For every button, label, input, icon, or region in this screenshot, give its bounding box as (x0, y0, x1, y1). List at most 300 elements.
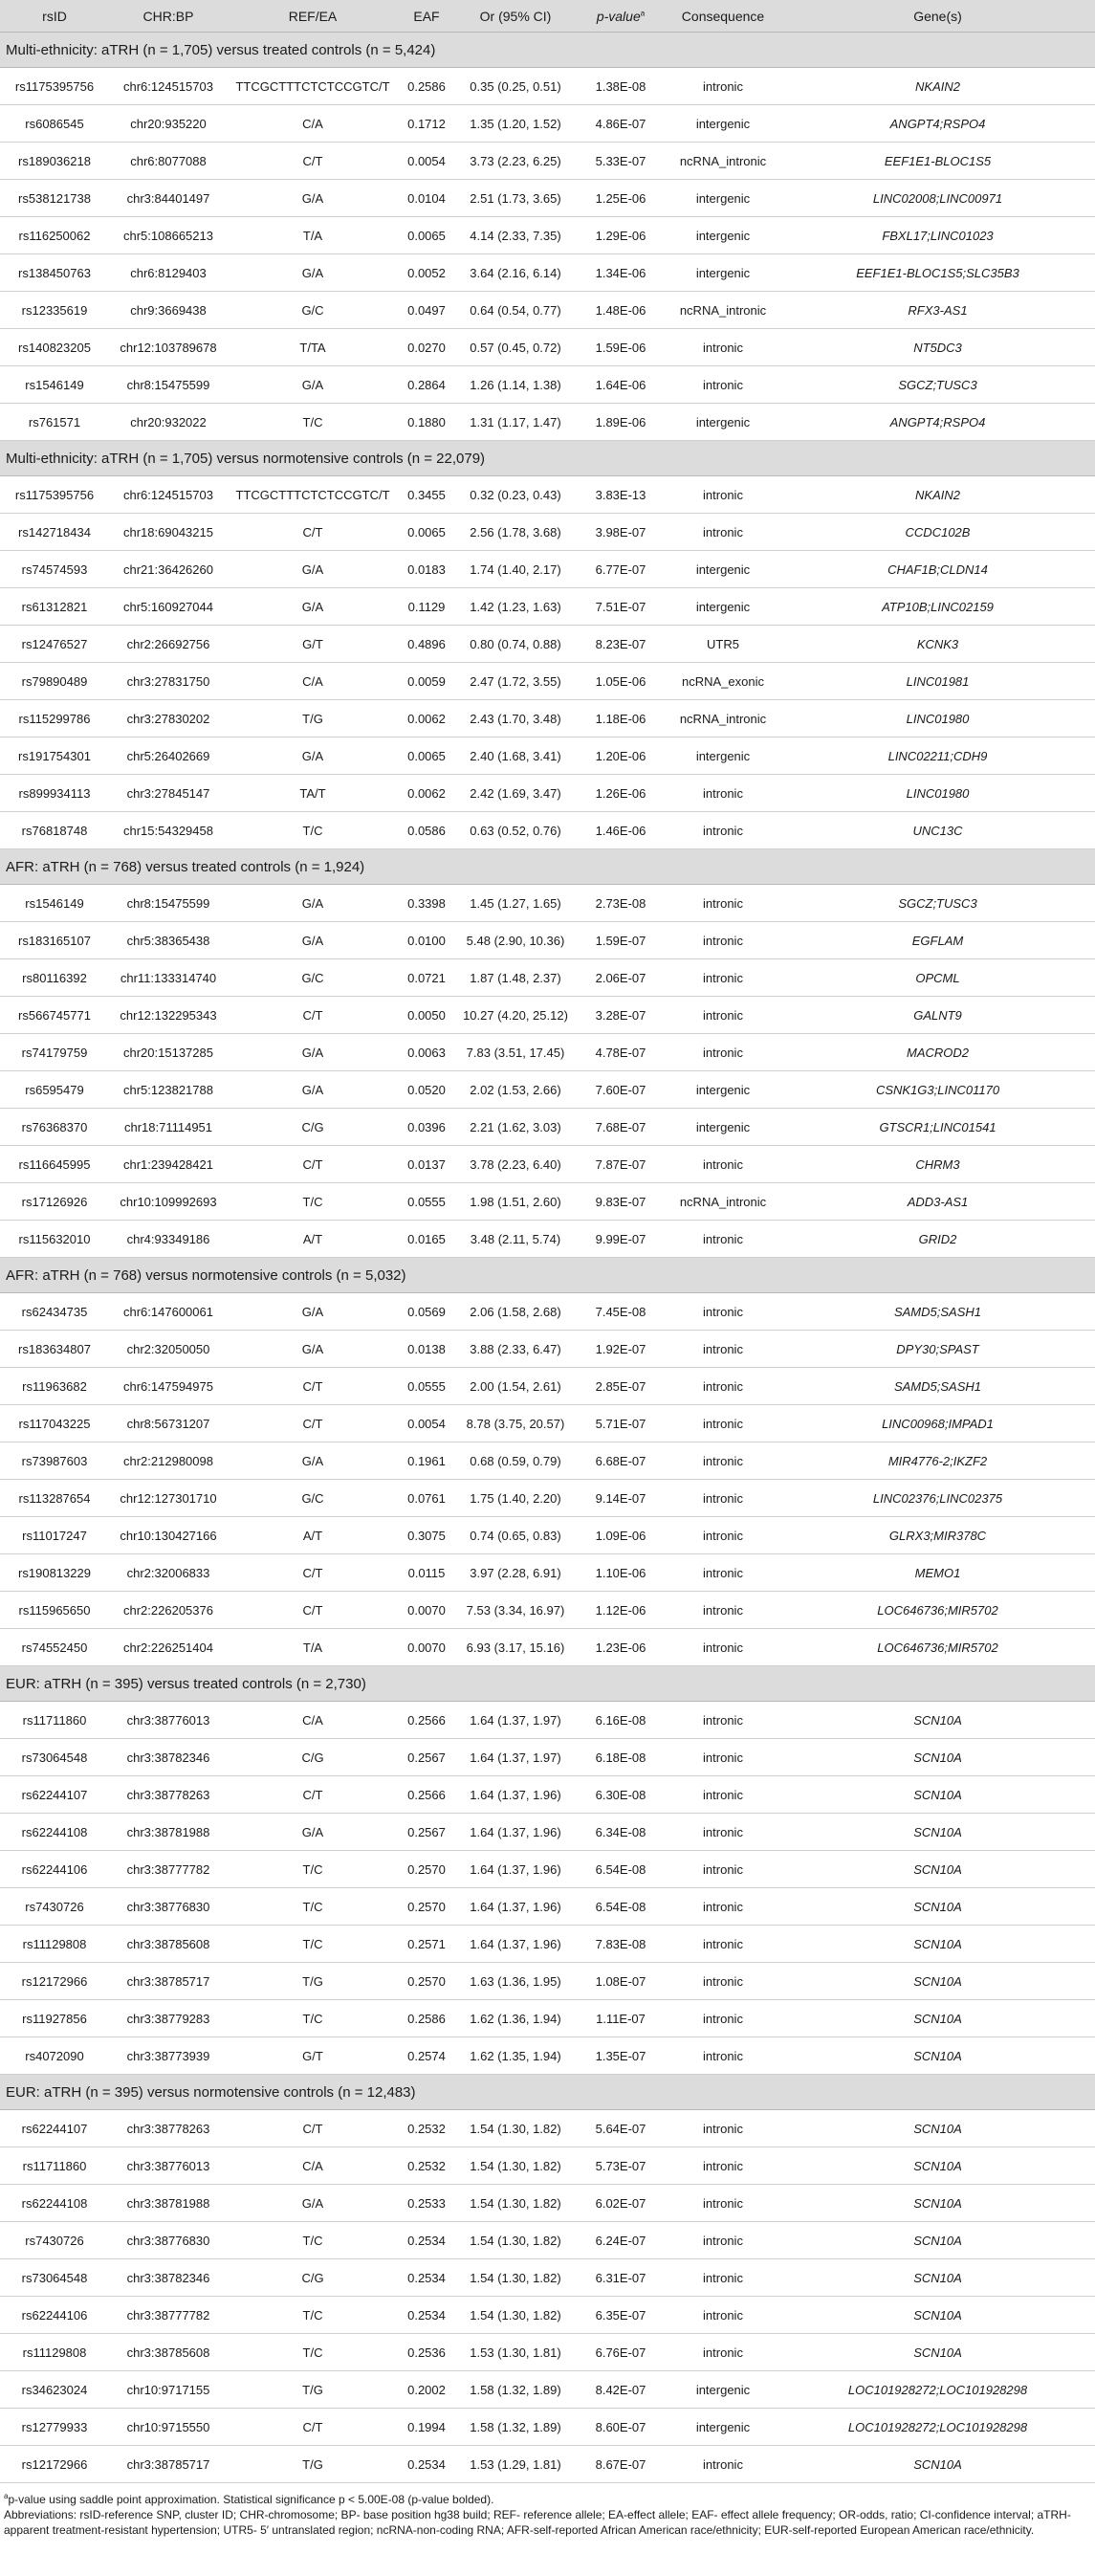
consequence-cell: intronic (666, 1034, 780, 1071)
section-title: EUR: aTRH (n = 395) versus treated controls (n = 2,730) (0, 1666, 1095, 1702)
refea-cell: G/A (228, 180, 398, 217)
chrbp-cell: chr3:38785608 (109, 1926, 228, 1963)
consequence-cell: intronic (666, 775, 780, 812)
refea-cell: T/C (228, 1888, 398, 1926)
rsid-cell: rs115299786 (0, 700, 109, 738)
chrbp-cell: chr3:38776013 (109, 1702, 228, 1739)
eaf-cell: 0.2533 (398, 2185, 455, 2222)
rsid-cell: rs761571 (0, 404, 109, 441)
pvalue-cell: 1.08E-07 (576, 1963, 666, 2000)
pvalue-cell: 3.98E-07 (576, 514, 666, 551)
refea-cell: T/C (228, 2000, 398, 2037)
rsid-cell: rs1546149 (0, 885, 109, 922)
or-cell: 1.98 (1.51, 2.60) (455, 1183, 576, 1221)
table-row (0, 68, 1095, 105)
table-body (0, 33, 1095, 2483)
rsid-cell: rs183634807 (0, 1331, 109, 1368)
or-cell: 2.02 (1.53, 2.66) (455, 1071, 576, 1109)
gene-cell: FBXL17;LINC01023 (780, 217, 1095, 254)
refea-cell: T/G (228, 2371, 398, 2409)
rsid-cell: rs190813229 (0, 1554, 109, 1592)
pvalue-cell: 6.34E-08 (576, 1814, 666, 1851)
table-row (0, 2000, 1095, 2037)
pvalue-cell: 6.76E-07 (576, 2334, 666, 2371)
section-header-row (0, 1666, 1095, 1702)
consequence-cell: intronic (666, 2259, 780, 2297)
table-notes (0, 2483, 1095, 2538)
chrbp-cell: chr3:38776830 (109, 2222, 228, 2259)
chrbp-cell: chr12:103789678 (109, 329, 228, 366)
refea-cell: T/C (228, 1183, 398, 1221)
chrbp-cell: chr5:38365438 (109, 922, 228, 959)
consequence-cell: intronic (666, 2110, 780, 2147)
chrbp-cell: chr8:15475599 (109, 885, 228, 922)
rsid-cell: rs62244106 (0, 2297, 109, 2334)
eaf-cell: 0.2567 (398, 1814, 455, 1851)
refea-cell: TTCGCTTTCTCTCCGTC/T (228, 476, 398, 514)
rsid-cell: rs899934113 (0, 775, 109, 812)
eaf-cell: 0.2586 (398, 68, 455, 105)
or-cell: 3.73 (2.23, 6.25) (455, 143, 576, 180)
consequence-cell: intergenic (666, 2371, 780, 2409)
chrbp-cell: chr3:84401497 (109, 180, 228, 217)
rsid-cell: rs62244108 (0, 1814, 109, 1851)
eaf-cell: 0.2570 (398, 1851, 455, 1888)
refea-cell: T/C (228, 2222, 398, 2259)
refea-cell: G/A (228, 922, 398, 959)
or-cell: 3.78 (2.23, 6.40) (455, 1146, 576, 1183)
table-row (0, 1293, 1095, 1331)
or-cell: 1.53 (1.29, 1.81) (455, 2446, 576, 2483)
or-cell: 1.62 (1.35, 1.94) (455, 2037, 576, 2075)
refea-cell: T/G (228, 2446, 398, 2483)
col-header-pvalue (576, 0, 666, 33)
table-row (0, 2446, 1095, 2483)
refea-cell: G/C (228, 1480, 398, 1517)
table-row (0, 1071, 1095, 1109)
gene-cell: SCN10A (780, 2297, 1095, 2334)
gene-cell: SCN10A (780, 2222, 1095, 2259)
gene-cell: SCN10A (780, 2334, 1095, 2371)
refea-cell: G/A (228, 1071, 398, 1109)
refea-cell: A/T (228, 1517, 398, 1554)
table-row (0, 626, 1095, 663)
refea-cell: G/A (228, 1814, 398, 1851)
refea-cell: T/A (228, 217, 398, 254)
gene-cell: KCNK3 (780, 626, 1095, 663)
consequence-cell: intronic (666, 68, 780, 105)
refea-cell: C/A (228, 2147, 398, 2185)
refea-cell: TA/T (228, 775, 398, 812)
chrbp-cell: chr6:8077088 (109, 143, 228, 180)
rsid-cell: rs1175395756 (0, 476, 109, 514)
eaf-cell: 0.0555 (398, 1183, 455, 1221)
chrbp-cell: chr3:38782346 (109, 2259, 228, 2297)
gene-cell: SCN10A (780, 1963, 1095, 2000)
rsid-cell: rs4072090 (0, 2037, 109, 2075)
chrbp-cell: chr11:133314740 (109, 959, 228, 997)
rsid-cell: rs12476527 (0, 626, 109, 663)
rsid-cell: rs11927856 (0, 2000, 109, 2037)
consequence-cell: intronic (666, 1851, 780, 1888)
consequence-cell: intergenic (666, 1109, 780, 1146)
or-cell: 6.93 (3.17, 15.16) (455, 1629, 576, 1666)
refea-cell: T/C (228, 812, 398, 849)
pvalue-cell: 9.14E-07 (576, 1480, 666, 1517)
refea-cell: G/A (228, 366, 398, 404)
rsid-cell: rs116645995 (0, 1146, 109, 1183)
abbreviations: Abbreviations: rsID-reference SNP, cluster ID; CHR-chromosome; BP- base position hg38 build; REF- reference allele; EA-effect allele; EAF- effect allele frequency; OR-odds, ratio; CI-confidence interval; aTRH- apparent treatment-resistant hypertension; UTR5- 5′ untranslated region; ncRNA-non-coding RNA; AFR-self-reported African American race/ethnicity; EUR-self-reported European American race/ethnicity. (4, 2508, 1071, 2537)
consequence-cell: intronic (666, 1776, 780, 1814)
consequence-cell: intronic (666, 329, 780, 366)
section-header-row (0, 33, 1095, 68)
rsid-cell: rs191754301 (0, 738, 109, 775)
gene-cell: MIR4776-2;IKZF2 (780, 1442, 1095, 1480)
refea-cell: G/A (228, 1442, 398, 1480)
gene-cell: MEMO1 (780, 1554, 1095, 1592)
rsid-cell: rs11017247 (0, 1517, 109, 1554)
table-row (0, 2110, 1095, 2147)
gene-cell: ANGPT4;RSPO4 (780, 105, 1095, 143)
footnote (4, 2489, 1091, 2507)
pvalue-cell: 1.35E-07 (576, 2037, 666, 2075)
eaf-cell: 0.0115 (398, 1554, 455, 1592)
refea-cell: T/TA (228, 329, 398, 366)
rsid-cell: rs115965650 (0, 1592, 109, 1629)
chrbp-cell: chr20:932022 (109, 404, 228, 441)
refea-cell: C/A (228, 663, 398, 700)
chrbp-cell: chr3:38781988 (109, 2185, 228, 2222)
refea-cell: C/T (228, 1368, 398, 1405)
table-row (0, 329, 1095, 366)
eaf-cell: 0.0138 (398, 1331, 455, 1368)
table-row (0, 1776, 1095, 1814)
table-row (0, 812, 1095, 849)
consequence-cell: intronic (666, 2037, 780, 2075)
or-cell: 5.48 (2.90, 10.36) (455, 922, 576, 959)
gene-cell: SCN10A (780, 2259, 1095, 2297)
eaf-cell: 0.0059 (398, 663, 455, 700)
table-row (0, 366, 1095, 404)
chrbp-cell: chr3:38776013 (109, 2147, 228, 2185)
or-cell: 1.42 (1.23, 1.63) (455, 588, 576, 626)
chrbp-cell: chr2:212980098 (109, 1442, 228, 1480)
pvalue-cell: 5.71E-07 (576, 1405, 666, 1442)
rsid-cell: rs74179759 (0, 1034, 109, 1071)
col-header-genes: Gene(s) (780, 0, 1095, 33)
gene-cell: SCN10A (780, 1739, 1095, 1776)
consequence-cell: intronic (666, 1480, 780, 1517)
table-row (0, 1480, 1095, 1517)
chrbp-cell: chr3:38781988 (109, 1814, 228, 1851)
consequence-cell: intronic (666, 922, 780, 959)
eaf-cell: 0.0052 (398, 254, 455, 292)
eaf-cell: 0.1961 (398, 1442, 455, 1480)
consequence-cell: intronic (666, 2297, 780, 2334)
gene-cell: ADD3-AS1 (780, 1183, 1095, 1221)
consequence-cell: intronic (666, 514, 780, 551)
consequence-cell: intronic (666, 2222, 780, 2259)
section-title: AFR: aTRH (n = 768) versus treated controls (n = 1,924) (0, 849, 1095, 885)
rsid-cell: rs73064548 (0, 1739, 109, 1776)
chrbp-cell: chr21:36426260 (109, 551, 228, 588)
consequence-cell: intronic (666, 1629, 780, 1666)
or-cell: 1.62 (1.36, 1.94) (455, 2000, 576, 2037)
gene-cell: SCN10A (780, 1776, 1095, 1814)
pvalue-cell: 6.02E-07 (576, 2185, 666, 2222)
or-cell: 2.21 (1.62, 3.03) (455, 1109, 576, 1146)
or-cell: 2.51 (1.73, 3.65) (455, 180, 576, 217)
or-cell: 1.35 (1.20, 1.52) (455, 105, 576, 143)
or-cell: 1.31 (1.17, 1.47) (455, 404, 576, 441)
gene-cell: SAMD5;SASH1 (780, 1368, 1095, 1405)
eaf-cell: 0.2567 (398, 1739, 455, 1776)
rsid-cell: rs1546149 (0, 366, 109, 404)
rsid-cell: rs117043225 (0, 1405, 109, 1442)
consequence-cell: intergenic (666, 551, 780, 588)
table-row (0, 1739, 1095, 1776)
gene-cell: SCN10A (780, 2037, 1095, 2075)
chrbp-cell: chr2:26692756 (109, 626, 228, 663)
rsid-cell: rs115632010 (0, 1221, 109, 1258)
pvalue-cell: 8.67E-07 (576, 2446, 666, 2483)
pvalue-cell: 1.05E-06 (576, 663, 666, 700)
or-cell: 1.75 (1.40, 2.20) (455, 1480, 576, 1517)
eaf-cell: 0.0054 (398, 1405, 455, 1442)
or-cell: 1.87 (1.48, 2.37) (455, 959, 576, 997)
gene-cell: SCN10A (780, 2000, 1095, 2037)
or-cell: 3.64 (2.16, 6.14) (455, 254, 576, 292)
consequence-cell: intergenic (666, 2409, 780, 2446)
eaf-cell: 0.0070 (398, 1629, 455, 1666)
rsid-cell: rs11963682 (0, 1368, 109, 1405)
gene-cell: LINC00968;IMPAD1 (780, 1405, 1095, 1442)
eaf-cell: 0.0065 (398, 514, 455, 551)
consequence-cell: UTR5 (666, 626, 780, 663)
gene-cell: CSNK1G3;LINC01170 (780, 1071, 1095, 1109)
table-row (0, 1517, 1095, 1554)
chrbp-cell: chr10:109992693 (109, 1183, 228, 1221)
gene-cell: RFX3-AS1 (780, 292, 1095, 329)
refea-cell: C/T (228, 1146, 398, 1183)
table-row (0, 1554, 1095, 1592)
gene-cell: LINC02376;LINC02375 (780, 1480, 1095, 1517)
pvalue-cell: 1.29E-06 (576, 217, 666, 254)
col-header-or: Or (95% CI) (455, 0, 576, 33)
chrbp-cell: chr10:9715550 (109, 2409, 228, 2446)
gene-cell: EEF1E1-BLOC1S5;SLC35B3 (780, 254, 1095, 292)
pvalue-cell: 1.38E-08 (576, 68, 666, 105)
refea-cell: G/A (228, 254, 398, 292)
or-cell: 2.06 (1.58, 2.68) (455, 1293, 576, 1331)
or-cell: 7.53 (3.34, 16.97) (455, 1592, 576, 1629)
pvalue-cell: 1.92E-07 (576, 1331, 666, 1368)
consequence-cell: intronic (666, 2147, 780, 2185)
rsid-cell: rs7430726 (0, 1888, 109, 1926)
chrbp-cell: chr3:38778263 (109, 1776, 228, 1814)
table-row (0, 1183, 1095, 1221)
or-cell: 0.68 (0.59, 0.79) (455, 1442, 576, 1480)
eaf-cell: 0.4896 (398, 626, 455, 663)
table-row (0, 551, 1095, 588)
table-row (0, 476, 1095, 514)
pvalue-cell: 1.34E-06 (576, 254, 666, 292)
eaf-cell: 0.2536 (398, 2334, 455, 2371)
refea-cell: G/C (228, 292, 398, 329)
or-cell: 7.83 (3.51, 17.45) (455, 1034, 576, 1071)
pvalue-cell: 2.73E-08 (576, 885, 666, 922)
table-row (0, 1888, 1095, 1926)
table-row (0, 885, 1095, 922)
or-cell: 1.45 (1.27, 1.65) (455, 885, 576, 922)
chrbp-cell: chr3:38779283 (109, 2000, 228, 2037)
section-header-row (0, 1258, 1095, 1293)
eaf-cell: 0.2002 (398, 2371, 455, 2409)
rsid-cell: rs138450763 (0, 254, 109, 292)
table-row (0, 105, 1095, 143)
or-cell: 1.64 (1.37, 1.96) (455, 1776, 576, 1814)
chrbp-cell: chr2:32050050 (109, 1331, 228, 1368)
gene-cell: LINC02211;CDH9 (780, 738, 1095, 775)
table-row (0, 775, 1095, 812)
table-row (0, 1629, 1095, 1666)
rsid-cell: rs79890489 (0, 663, 109, 700)
pvalue-cell: 5.73E-07 (576, 2147, 666, 2185)
eaf-cell: 0.1994 (398, 2409, 455, 2446)
refea-cell: G/A (228, 2185, 398, 2222)
chrbp-cell: chr2:226251404 (109, 1629, 228, 1666)
table-row (0, 700, 1095, 738)
refea-cell: T/G (228, 700, 398, 738)
gene-cell: SCN10A (780, 1888, 1095, 1926)
consequence-cell: intronic (666, 1702, 780, 1739)
or-cell: 1.26 (1.14, 1.38) (455, 366, 576, 404)
consequence-cell: intronic (666, 1554, 780, 1592)
eaf-cell: 0.2570 (398, 1888, 455, 1926)
pvalue-cell: 7.51E-07 (576, 588, 666, 626)
gene-cell: OPCML (780, 959, 1095, 997)
or-cell: 1.64 (1.37, 1.96) (455, 1814, 576, 1851)
rsid-cell: rs62434735 (0, 1293, 109, 1331)
eaf-cell: 0.2566 (398, 1702, 455, 1739)
consequence-cell: intronic (666, 2000, 780, 2037)
table-row (0, 2409, 1095, 2446)
eaf-cell: 0.0070 (398, 1592, 455, 1629)
or-cell: 1.54 (1.30, 1.82) (455, 2259, 576, 2297)
gene-cell: SGCZ;TUSC3 (780, 366, 1095, 404)
or-cell: 2.56 (1.78, 3.68) (455, 514, 576, 551)
eaf-cell: 0.0104 (398, 180, 455, 217)
chrbp-cell: chr2:226205376 (109, 1592, 228, 1629)
table-row (0, 292, 1095, 329)
table-row (0, 1442, 1095, 1480)
refea-cell: C/T (228, 1405, 398, 1442)
refea-cell: G/T (228, 2037, 398, 2075)
pvalue-cell: 8.60E-07 (576, 2409, 666, 2446)
eaf-cell: 0.2570 (398, 1963, 455, 2000)
pvalue-cell: 7.45E-08 (576, 1293, 666, 1331)
eaf-cell: 0.0062 (398, 775, 455, 812)
gene-cell: LOC101928272;LOC101928298 (780, 2371, 1095, 2409)
eaf-cell: 0.0520 (398, 1071, 455, 1109)
or-cell: 1.54 (1.30, 1.82) (455, 2147, 576, 2185)
pvalue-cell: 1.23E-06 (576, 1629, 666, 1666)
pvalue-cell: 1.25E-06 (576, 180, 666, 217)
header-row (0, 0, 1095, 33)
rsid-cell: rs142718434 (0, 514, 109, 551)
consequence-cell: intronic (666, 1368, 780, 1405)
consequence-cell: ncRNA_exonic (666, 663, 780, 700)
chrbp-cell: chr3:38777782 (109, 1851, 228, 1888)
rsid-cell: rs113287654 (0, 1480, 109, 1517)
col-header-eaf: EAF (398, 0, 455, 33)
eaf-cell: 0.0165 (398, 1221, 455, 1258)
or-cell: 0.32 (0.23, 0.43) (455, 476, 576, 514)
refea-cell: T/C (228, 2334, 398, 2371)
eaf-cell: 0.0050 (398, 997, 455, 1034)
or-cell: 1.64 (1.37, 1.96) (455, 1851, 576, 1888)
chrbp-cell: chr1:239428421 (109, 1146, 228, 1183)
rsid-cell: rs74574593 (0, 551, 109, 588)
refea-cell: G/A (228, 738, 398, 775)
table-row (0, 2185, 1095, 2222)
pvalue-cell: 1.12E-06 (576, 1592, 666, 1629)
or-cell: 0.64 (0.54, 0.77) (455, 292, 576, 329)
rsid-cell: rs12335619 (0, 292, 109, 329)
eaf-cell: 0.0183 (398, 551, 455, 588)
rsid-cell: rs6595479 (0, 1071, 109, 1109)
pvalue-label: p-value (596, 8, 641, 24)
rsid-cell: rs62244106 (0, 1851, 109, 1888)
table-row (0, 1926, 1095, 1963)
chrbp-cell: chr15:54329458 (109, 812, 228, 849)
consequence-cell: intronic (666, 1592, 780, 1629)
pvalue-cell: 1.59E-06 (576, 329, 666, 366)
rsid-cell: rs17126926 (0, 1183, 109, 1221)
eaf-cell: 0.0065 (398, 217, 455, 254)
table-row (0, 2037, 1095, 2075)
chrbp-cell: chr4:93349186 (109, 1221, 228, 1258)
rsid-cell: rs6086545 (0, 105, 109, 143)
gene-cell: SCN10A (780, 2446, 1095, 2483)
pvalue-cell: 5.64E-07 (576, 2110, 666, 2147)
eaf-cell: 0.1880 (398, 404, 455, 441)
eaf-cell: 0.2534 (398, 2446, 455, 2483)
pvalue-cell: 8.42E-07 (576, 2371, 666, 2409)
table-row (0, 1331, 1095, 1368)
table-row (0, 2371, 1095, 2409)
gene-cell: SCN10A (780, 2147, 1095, 2185)
pvalue-cell: 1.46E-06 (576, 812, 666, 849)
consequence-cell: intronic (666, 1405, 780, 1442)
consequence-cell: intronic (666, 1739, 780, 1776)
gene-cell: EEF1E1-BLOC1S5 (780, 143, 1095, 180)
table-row (0, 1963, 1095, 2000)
rsid-cell: rs73987603 (0, 1442, 109, 1480)
table-row (0, 997, 1095, 1034)
table-row (0, 663, 1095, 700)
col-header-refea: REF/EA (228, 0, 398, 33)
pvalue-cell: 1.10E-06 (576, 1554, 666, 1592)
pvalue-cell: 6.16E-08 (576, 1702, 666, 1739)
chrbp-cell: chr3:38785608 (109, 2334, 228, 2371)
chrbp-cell: chr6:8129403 (109, 254, 228, 292)
section-title: Multi-ethnicity: aTRH (n = 1,705) versus normotensive controls (n = 22,079) (0, 441, 1095, 476)
gene-cell: CHRM3 (780, 1146, 1095, 1183)
consequence-cell: intergenic (666, 738, 780, 775)
or-cell: 1.63 (1.36, 1.95) (455, 1963, 576, 2000)
pvalue-cell: 1.09E-06 (576, 1517, 666, 1554)
